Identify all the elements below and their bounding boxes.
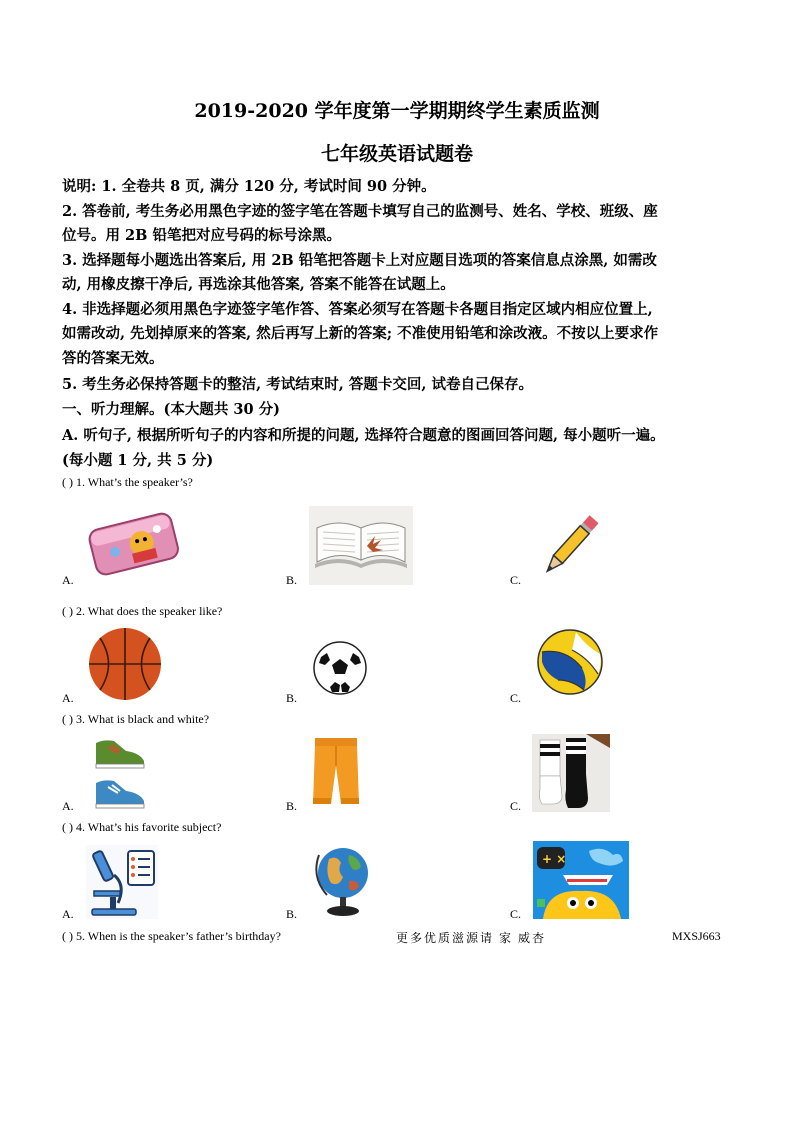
question-3: ( ) 3. What is black and white? bbox=[62, 712, 210, 726]
part-a-instruction: A. 听句子, 根据所听句子的内容和所提的问题, 选择符合题意的图画回答问题, 每小题听一遍。 bbox=[62, 427, 665, 444]
black-white-socks-picture bbox=[532, 734, 610, 812]
orange-pants-picture bbox=[311, 736, 361, 808]
instruction-line: 说明: 1. 全卷共 8 页, 满分 120 分, 考试时间 90 分钟。 bbox=[62, 178, 436, 195]
soccer-ball-picture bbox=[312, 640, 368, 696]
option-b-label: B. bbox=[286, 573, 298, 587]
section-heading: 一、听力理解。(本大题共 30 分) bbox=[62, 401, 280, 418]
pencil-picture bbox=[532, 508, 608, 584]
option-a-label: A. bbox=[62, 573, 74, 587]
globe-picture bbox=[313, 843, 373, 919]
option-b-label: B. bbox=[286, 799, 298, 813]
instruction-line: 如需改动, 先划掉原来的答案, 然后再写上新的答案; 不准使用铅笔和涂改液。不按以上要求作 bbox=[62, 325, 659, 342]
volleyball-picture bbox=[536, 628, 604, 696]
exam-subtitle: 七年级英语试题卷 bbox=[320, 143, 473, 165]
instruction-line: 位号。用 2B 铅笔把对应号码的标号涂黑。 bbox=[62, 227, 341, 244]
option-a-label: A. bbox=[62, 799, 74, 813]
math-picture bbox=[533, 841, 629, 919]
instruction-line: 3. 选择题每小题选出答案后, 用 2B 铅笔把答题卡上对应题目选项的答案信息点涂黑, 如需改 bbox=[62, 252, 657, 269]
instruction-line: 5. 考生务必保持答题卡的整洁, 考试结束时, 答题卡交回, 试卷自己保存。 bbox=[62, 376, 533, 393]
document-code: MXSJ663 bbox=[672, 929, 721, 943]
instruction-line: 2. 答卷前, 考生务必用黑色字迹的签字笔在答题卡填写自己的监测号、姓名、学校、班级、座 bbox=[62, 203, 658, 220]
option-c-label: C. bbox=[510, 907, 522, 921]
question-2: ( ) 2. What does the speaker like? bbox=[62, 604, 223, 618]
instruction-line: 答的答案无效。 bbox=[62, 350, 164, 367]
option-a-label: A. bbox=[62, 907, 74, 921]
pencil-case-picture bbox=[86, 505, 182, 583]
instruction-line: 4. 非选择题必须用黑色字迹签字笔作答、答案必须写在答题卡各题目指定区域内相应位置上, bbox=[62, 301, 653, 318]
option-c-label: C. bbox=[510, 691, 522, 705]
instruction-line: 动, 用橡皮擦干净后, 再选涂其他答案, 答案不能答在试题上。 bbox=[62, 276, 455, 293]
option-a-label: A. bbox=[62, 691, 74, 705]
basketball-picture bbox=[87, 626, 163, 702]
svg-text:+ ×: + × bbox=[542, 852, 567, 866]
book-picture bbox=[309, 506, 413, 585]
sneakers-picture bbox=[92, 733, 148, 811]
question-5: ( ) 5. When is the speaker’s father’s birthday? bbox=[62, 929, 281, 943]
option-c-label: C. bbox=[510, 799, 522, 813]
option-c-label: C. bbox=[510, 573, 522, 587]
option-b-label: B. bbox=[286, 691, 298, 705]
part-a-scoring: (每小题 1 分, 共 5 分) bbox=[62, 452, 214, 469]
option-b-label: B. bbox=[286, 907, 298, 921]
question-4: ( ) 4. What’s his favorite subject? bbox=[62, 820, 222, 834]
exam-title: 2019-2020 学年度第一学期期终学生素质监测 bbox=[194, 100, 600, 122]
watermark-text: 更多优质滋源请 家 威杏 bbox=[396, 931, 547, 945]
science-microscope-picture bbox=[86, 845, 158, 919]
question-1: ( ) 1. What’s the speaker’s? bbox=[62, 475, 193, 489]
